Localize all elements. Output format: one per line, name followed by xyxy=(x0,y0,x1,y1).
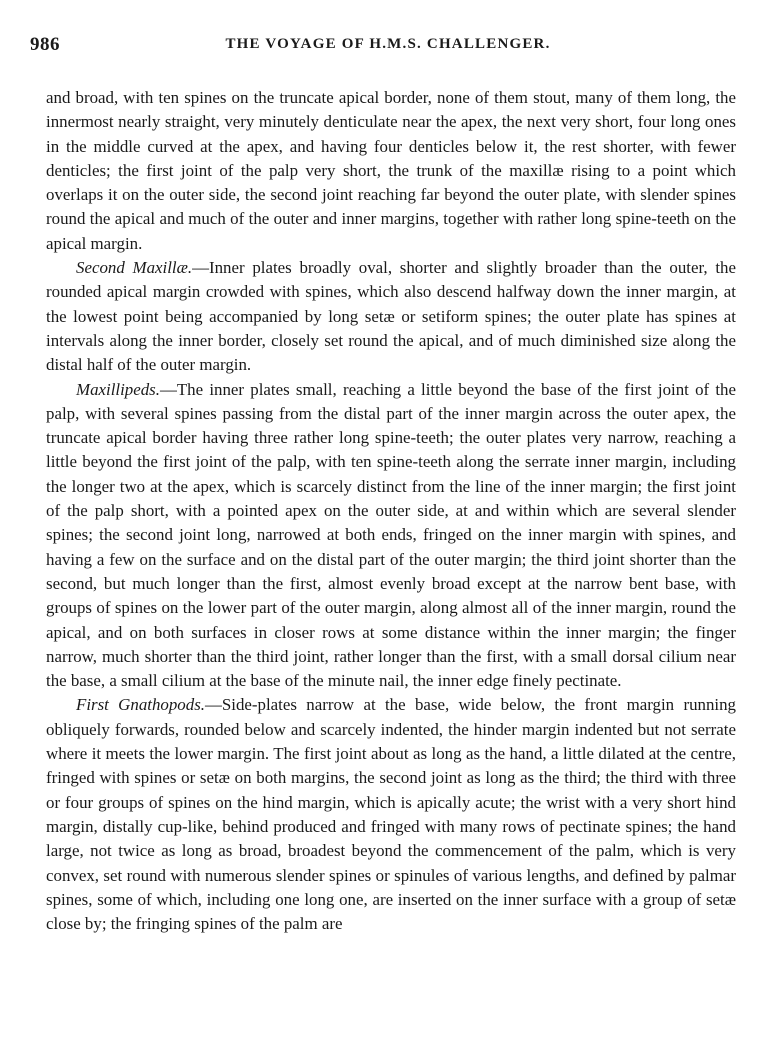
paragraph-maxillipeds xyxy=(46,378,736,694)
paragraph-text: —Side-plates narrow at the base, wide below, the front margin running obliquely forwards, rounded below and scarcely indented, the hinder margin indented but not serrate where it meets the lower margin. The first joint about as long as the hand, a little dilated at the centre, fringed with spines or setæ on both margins, the second joint as long as the third; the third with three or four groups of spines on the hind margin, which is apically acute; the wrist with a very short hind margin, distally cup-like, behind produced and fringed with many rows of pectinate spines; the hand large, not twice as long as broad, broadest beyond the commencement of the palm, which is very convex, set round with numerous slender spines or spinules of various lengths, and defined by palmar spines, some of which, including one long one, are inserted on the inner surface with a group of setæ close by; the fringing spines of the palm are xyxy=(46,695,736,934)
paragraph-text: and broad, with ten spines on the truncate apical border, none of them stout, many of them long, the innermost nearly straight, very minutely denticulate near the apex, the next very short, four long ones in the middle curved at the apex, and having four denticles below it, the rest shorter, with fewer denticles; the first joint of the palp very short, the trunk of the maxillæ rising to a point which overlaps it on the outer side, the second joint reaching far beyond the outer plate, with slender spines round the apical and much of the outer and inner margins, together with rather long spine-teeth on the apical margin. xyxy=(46,88,736,253)
section-title-second-maxillae: Second Maxillæ. xyxy=(76,258,193,278)
paragraph-first-gnathopods xyxy=(46,693,736,936)
page-number: 986 xyxy=(30,34,60,55)
page-header xyxy=(30,34,746,64)
section-title-maxillipeds: Maxillipeds. xyxy=(76,379,160,399)
paragraph-second-maxillae xyxy=(46,256,736,377)
section-title-first-gnathopods: First Gnathopods. xyxy=(76,695,205,715)
paragraph-text: —The inner plates small, reaching a little beyond the base of the first joint of the palp, with several spines passing from the distal part of the inner margin across the outer apex, the truncate apical border having three rather long spine-teeth; the outer plates very narrow, reaching a little beyond the first joint of the palp, with ten spine-teeth along the serrate inner margin, including the longer two at the apex, which is scarcely distinct from the line of the inner margin; the first joint of the palp short, with a pointed apex on the outer side, at and within which are several slender spines; the second joint long, narrowed at both ends, fringed on the inner margin with spines, and having a few on the surface and on the distal part of the outer margin; the third joint shorter than the second, but much longer than the first, almost evenly broad except at the narrow bent base, with groups of spines on the lower part of the outer margin, along almost all of the inner margin, round the apical, and on both surfaces in closer rows at some distance within the inner margin; the finger narrow, much shorter than the third joint, rather longer than the first, with a small dorsal cilium near the base, a small cilium at the base of the minute nail, the inner edge finely pectinate. xyxy=(46,379,736,691)
running-title: THE VOYAGE OF H.M.S. CHALLENGER. xyxy=(225,36,551,52)
paragraph-text: —Inner plates broadly oval, shorter and slightly broader than the outer, the rounded apical margin crowded with spines, which also descend halfway down the inner margin, at the lowest point being accompanied by long setæ or setiform spines; the outer plate has spines at intervals along the inner border, closely set round the apical, and of much diminished size along the distal half of the outer margin. xyxy=(46,258,736,375)
paragraph-continued xyxy=(46,86,736,256)
body-text xyxy=(46,86,736,936)
